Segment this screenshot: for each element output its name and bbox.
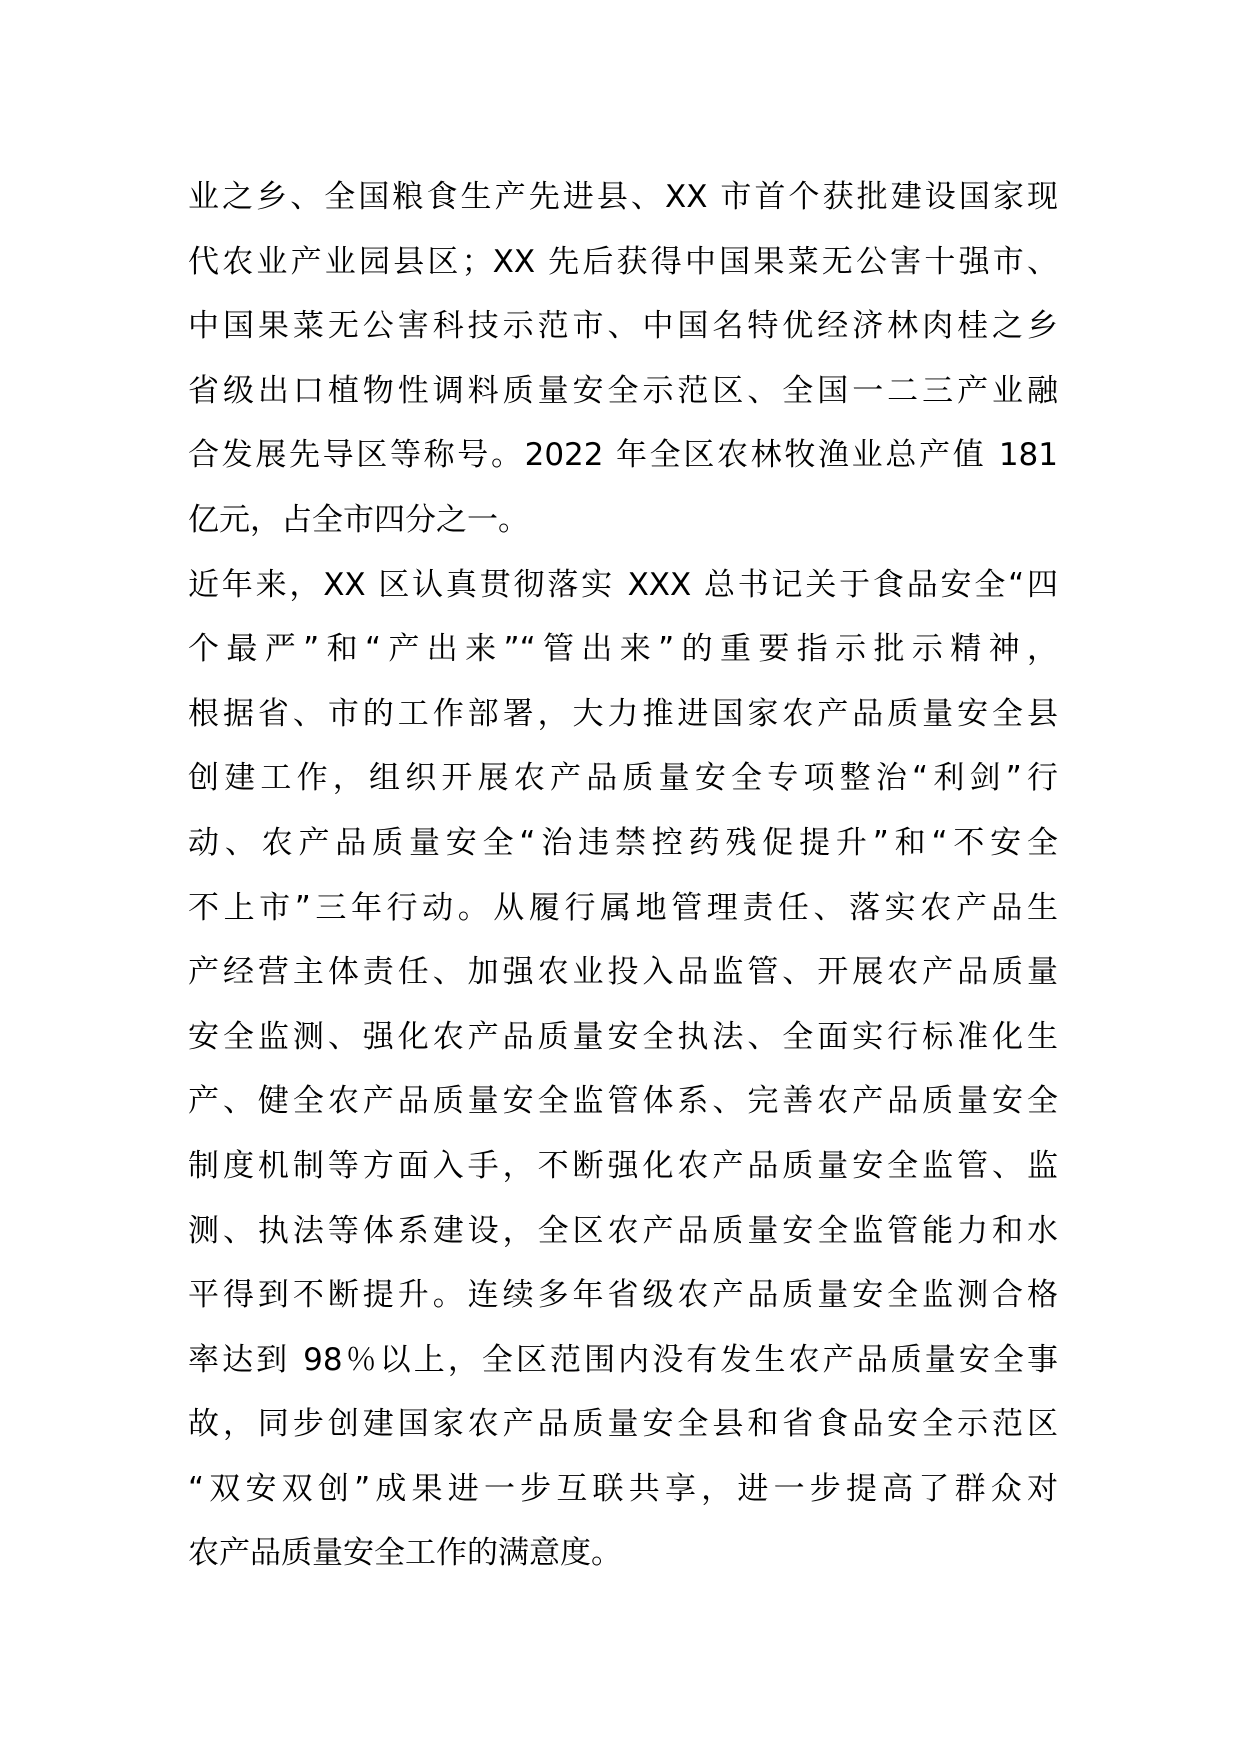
text-line: 不上市”三年行动。从履行属地管理责任、落实农产品生 — [188, 889, 1058, 926]
text-line: 故，同步创建国家农产品质量安全县和省食品安全示范区 — [188, 1406, 1058, 1443]
text-line: 动、农产品质量安全“治违禁控药残促提升”和“不安全 — [188, 824, 1058, 861]
text-line: 农产品质量安全工作的满意度。 — [188, 1535, 622, 1572]
text-line: 率达到 98％以上，全区范围内没有发生农产品质量安全事 — [188, 1341, 1058, 1378]
body-text — [188, 165, 1058, 1586]
text-line: 平得到不断提升。连续多年省级农产品质量安全监测合格 — [188, 1277, 1058, 1314]
text-line: 创建工作，组织开展农产品质量安全专项整治“利剑”行 — [188, 760, 1058, 797]
text-line: “双安双创”成果进一步互联共享，进一步提高了群众对 — [188, 1470, 1058, 1507]
text-line: 安全监测、强化农产品质量安全执法、全面实行标准化生 — [188, 1018, 1058, 1055]
text-line: 测、执法等体系建设，全区农产品质量安全监管能力和水 — [188, 1212, 1058, 1249]
paragraph-1 — [188, 165, 1058, 553]
text-line: 产经营主体责任、加强农业投入品监管、开展农产品质量 — [188, 954, 1058, 991]
text-line: 亿元，占全市四分之一。 — [188, 501, 529, 538]
text-line: 根据省、市的工作部署，大力推进国家农产品质量安全县 — [188, 695, 1058, 732]
text-line: 个最严”和“产出来”“管出来”的重要指示批示精神， — [188, 631, 1058, 668]
text-line: 业之乡、全国粮食生产先进县、XX 市首个获批建设国家现 — [188, 179, 1058, 215]
paragraph-2 — [188, 553, 1058, 1587]
text-line: 制度机制等方面入手，不断强化农产品质量安全监管、监 — [188, 1147, 1058, 1184]
text-line: 省级出口植物性调料质量安全示范区、全国一二三产业融 — [188, 372, 1058, 409]
text-line: 中国果菜无公害科技示范市、中国名特优经济林肉桂之乡 — [188, 308, 1058, 345]
text-line: 代农业产业园县区；XX 先后获得中国果菜无公害十强市、 — [188, 243, 1058, 280]
text-line: 近年来，XX 区认真贯彻落实 XXX 总书记关于食品安全“四 — [188, 566, 1058, 603]
text-line: 产、健全农产品质量安全监管体系、完善农产品质量安全 — [188, 1083, 1058, 1120]
text-line: 合发展先导区等称号。2022 年全区农林牧渔业总产值 181 — [188, 437, 1058, 474]
